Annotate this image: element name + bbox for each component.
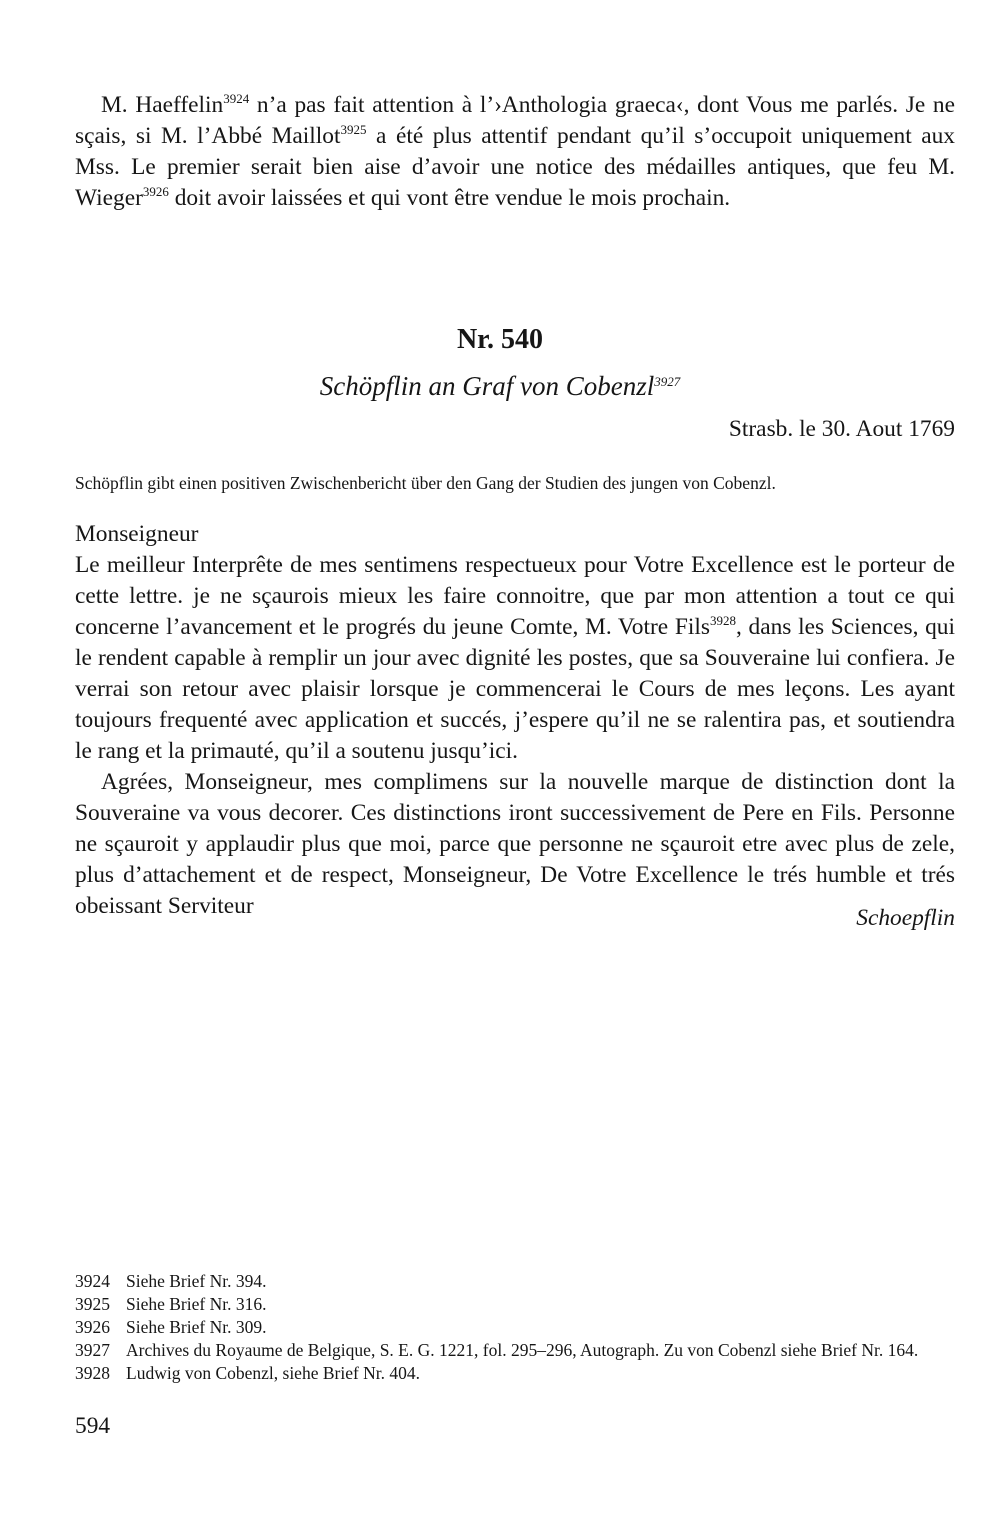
intro-text-4: doit avoir laissées et qui vont être vendue le mois prochain. — [168, 185, 731, 211]
paragraph-1-text-a: Le meilleur Interprête de mes sentimens respectueux pour Votre Excellence est le porteur de cette lettre. je ne sçaurois mieux les faire connoitre, que par mon attention a tout ce qui concerne l’avancement et le progrés du jeune Comte, M. Votre Fils — [75, 552, 955, 640]
intro-paragraph-block — [75, 90, 955, 214]
letter-salutation: Monseigneur — [75, 521, 199, 547]
footnote-number: 3926 — [75, 1317, 110, 1337]
footnote-text: Archives du Royaume de Belgique, S. E. G. 1221, fol. 295–296, Autograph. Zu von Cobenzl siehe Brief Nr. 164. — [126, 1340, 919, 1360]
footnote-ref-3924: 3924 — [223, 91, 250, 106]
footnote-text: Siehe Brief Nr. 394. — [126, 1271, 267, 1291]
letter-date: Strasb. le 30. Aout 1769 — [728, 416, 955, 442]
footnote-ref-3926: 3926 — [142, 184, 169, 199]
footnote-text: Siehe Brief Nr. 309. — [126, 1317, 267, 1337]
footnote-text: Siehe Brief Nr. 316. — [126, 1294, 267, 1314]
paragraph-1-text-b: , dans les Sciences, qui le rendent capable à remplir un jour avec dignité les postes, que sa Souveraine lui confiera. Je verrai son retour avec plaisir lorsque je commencerai le Cours de mes leçons. Les ayant toujours frequenté avec application et succés, j’espere qu’il ne se ralentira pas, et soutiendra le rang et la primauté, qu’il a soutenu jusqu’ici. — [75, 614, 955, 764]
footnotes — [75, 1270, 960, 1385]
footnote-number: 3925 — [75, 1294, 110, 1314]
footnote-number: 3927 — [75, 1340, 110, 1360]
footnote-ref-3927: 3927 — [654, 374, 681, 389]
letter-paragraph-2: Agrées, Monseigneur, mes complimens sur la nouvelle marque de distinction dont la Souveraine va vous decorer. Ces distinctions iront successivement de Pere en Fils. Personne ne sçauroit y applaudir plus que moi, parce que personne ne sçauroit etre avec plus de zele, plus d’attachement et de respect, Monseigneur, De Votre Excellence le trés humble et trés obeissant Serviteur — [75, 769, 955, 919]
footnote-item — [75, 1293, 960, 1315]
intro-text-2: n’a pas fait attention à l’›Anthologia graeca‹, dont Vous me parlés. Je ne sçais, si M. l’Abbé Maillot — [75, 92, 955, 149]
intro-paragraph — [75, 90, 955, 214]
letter-body — [75, 519, 955, 922]
footnote-item — [75, 1270, 960, 1292]
footnote-item — [75, 1362, 960, 1384]
letter-number: Nr. 540 — [456, 324, 544, 355]
footnote-ref-3925: 3925 — [340, 122, 367, 137]
letter-title-text: Schöpflin an Graf von Cobenzl — [319, 371, 655, 401]
intro-text-3: a été plus attentif pendant qu’il s’occupoit uniquement aux Mss. Le premier serait bien aise d’avoir une notice des médailles antiques, que feu M. Wieger — [75, 123, 955, 211]
footnote-ref-3928: 3928 — [709, 613, 736, 628]
letter-title — [0, 368, 1000, 404]
footnote-number: 3924 — [75, 1271, 110, 1291]
letter-paragraph-1 — [75, 550, 955, 767]
footnote-text: Ludwig von Cobenzl, siehe Brief Nr. 404. — [126, 1363, 421, 1383]
letter-signature: Schoepflin — [856, 905, 955, 931]
page-number: 594 — [75, 1413, 111, 1439]
letter-summary: Schöpflin gibt einen positiven Zwischenbericht über den Gang der Studien des jungen von Cobenzl. — [75, 473, 776, 493]
footnote-item — [75, 1339, 960, 1361]
footnote-item — [75, 1316, 960, 1338]
intro-text-1: M. Haeffelin — [101, 92, 224, 118]
footnote-number: 3928 — [75, 1363, 110, 1383]
